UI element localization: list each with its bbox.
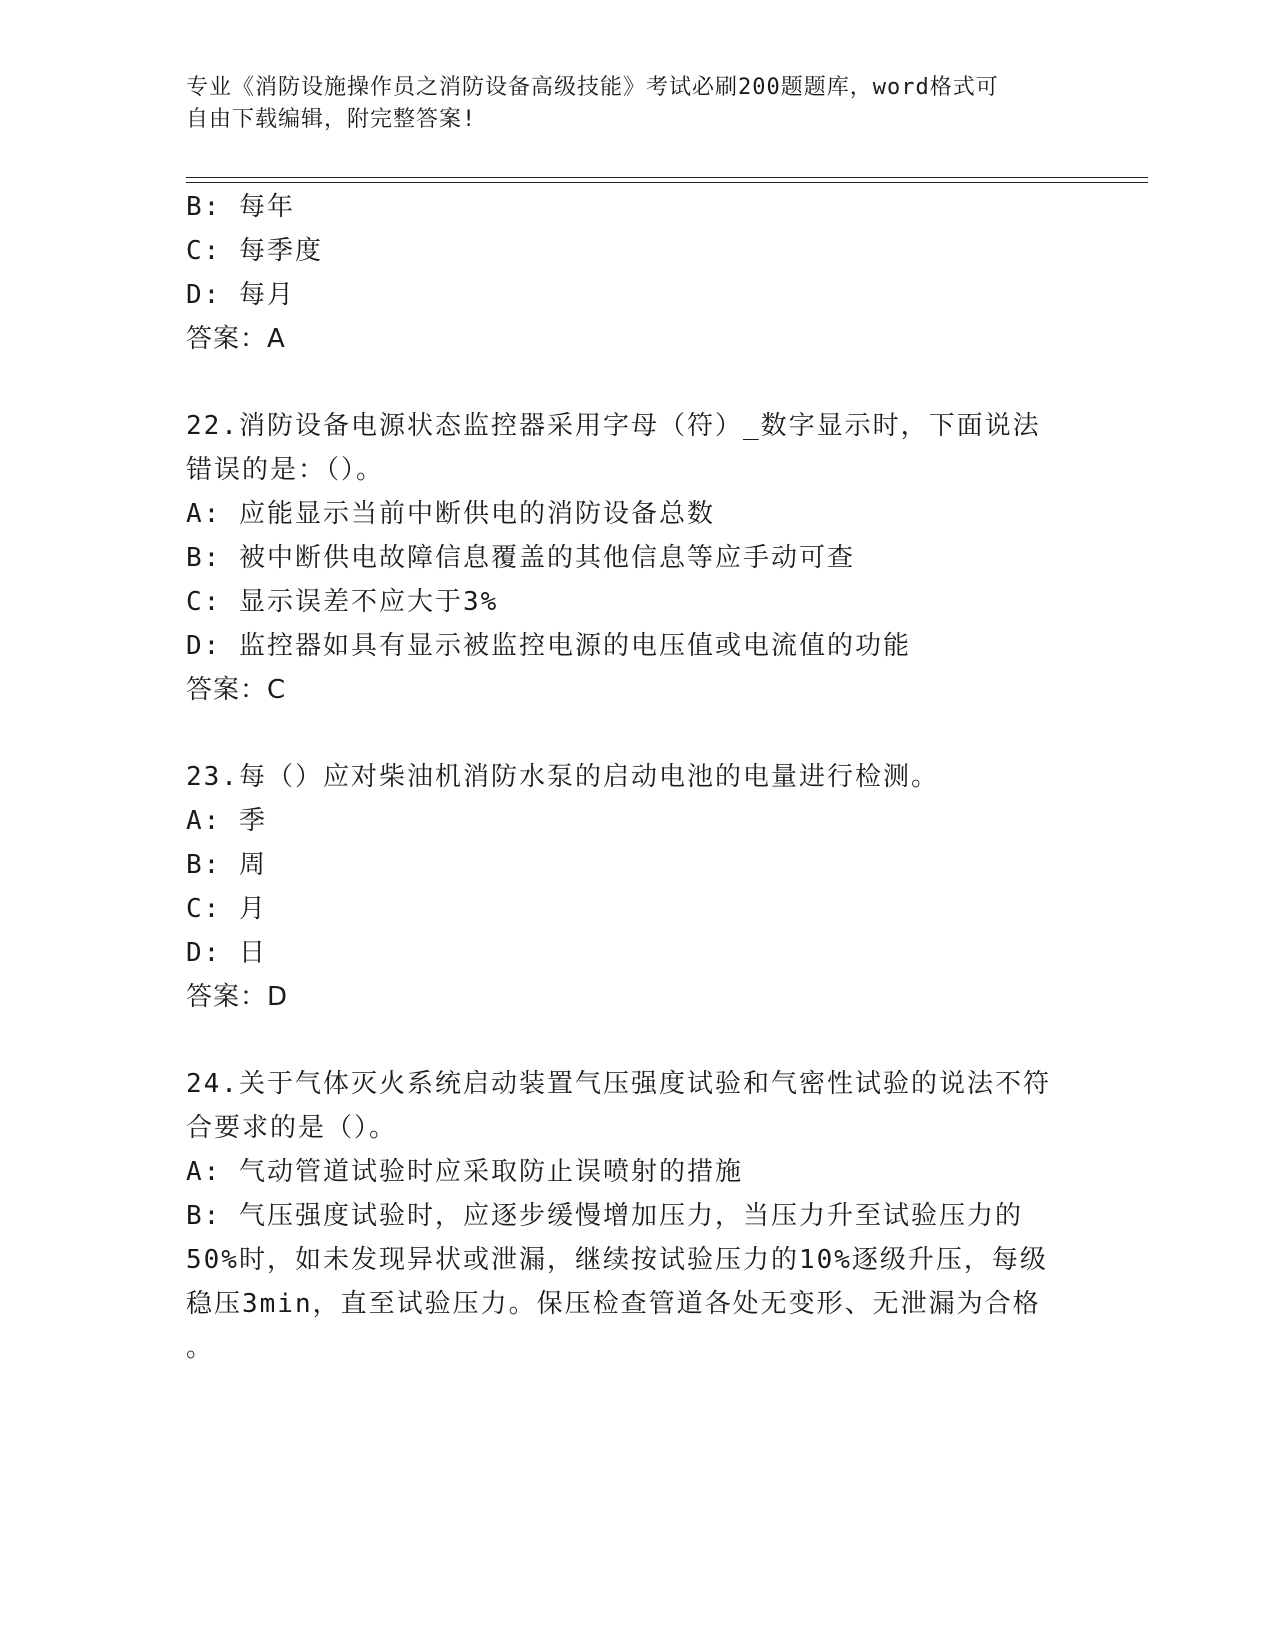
- question-24-option-a: A: 气动管道试验时应采取防止误喷射的措施: [186, 1157, 743, 1187]
- option-c: C: 每季度: [186, 236, 323, 266]
- question-23-stem-line-1: 23.每（）应对柴油机消防水泵的启动电池的电量进行检测。: [186, 762, 939, 792]
- option-d: D: 每月: [186, 280, 295, 310]
- header-rule-bottom: [186, 182, 1148, 183]
- question-23-option-c: C: 月: [186, 894, 267, 924]
- question-22-option-d: D: 监控器如具有显示被监控电源的电压值或电流值的功能: [186, 631, 911, 661]
- question-23-option-b: B: 周: [186, 850, 267, 880]
- question-22-option-c: C: 显示误差不应大于3%: [186, 587, 499, 617]
- question-23-option-a: A: 季: [186, 806, 267, 836]
- question-24-option-b-line-4: 。: [186, 1333, 215, 1363]
- question-22-answer: 答案：C: [186, 675, 287, 705]
- question-23-option-d: D: 日: [186, 938, 267, 968]
- question-22-option-a: A: 应能显示当前中断供电的消防设备总数: [186, 499, 715, 529]
- answer-line: 答案：A: [186, 324, 286, 354]
- header-rule-top: [186, 177, 1148, 178]
- question-22-stem-line-2: 错误的是：（）。: [186, 455, 385, 485]
- question-22-option-b: B: 被中断供电故障信息覆盖的其他信息等应手动可查: [186, 543, 855, 573]
- option-b: B: 每年: [186, 192, 295, 222]
- question-24-option-b-line-1: B: 气压强度试验时，应逐步缓慢增加压力，当压力升至试验压力的: [186, 1201, 1023, 1231]
- question-24-stem-line-2: 合要求的是（）。: [186, 1113, 398, 1143]
- header-line-2: 自由下载编辑，附完整答案!: [186, 107, 477, 132]
- question-24-option-b-line-2: 50%时，如未发现异状或泄漏，继续按试验压力的10%逐级升压，每级: [186, 1245, 1048, 1275]
- question-23-answer: 答案：D: [186, 982, 289, 1012]
- question-22-stem-line-1: 22.消防设备电源状态监控器采用字母（符）_数字显示时，下面说法: [186, 411, 1041, 441]
- question-24-stem-line-1: 24.关于气体灭火系统启动装置气压强度试验和气密性试验的说法不符: [186, 1069, 1051, 1099]
- header-line-1: 专业《消防设施操作员之消防设备高级技能》考试必刷200题题库，word格式可: [186, 75, 999, 100]
- question-24-option-b-line-3: 稳压3min，直至试验压力。保压检查管道各处无变形、无泄漏为合格: [186, 1289, 1041, 1319]
- page-header: [186, 72, 1086, 136]
